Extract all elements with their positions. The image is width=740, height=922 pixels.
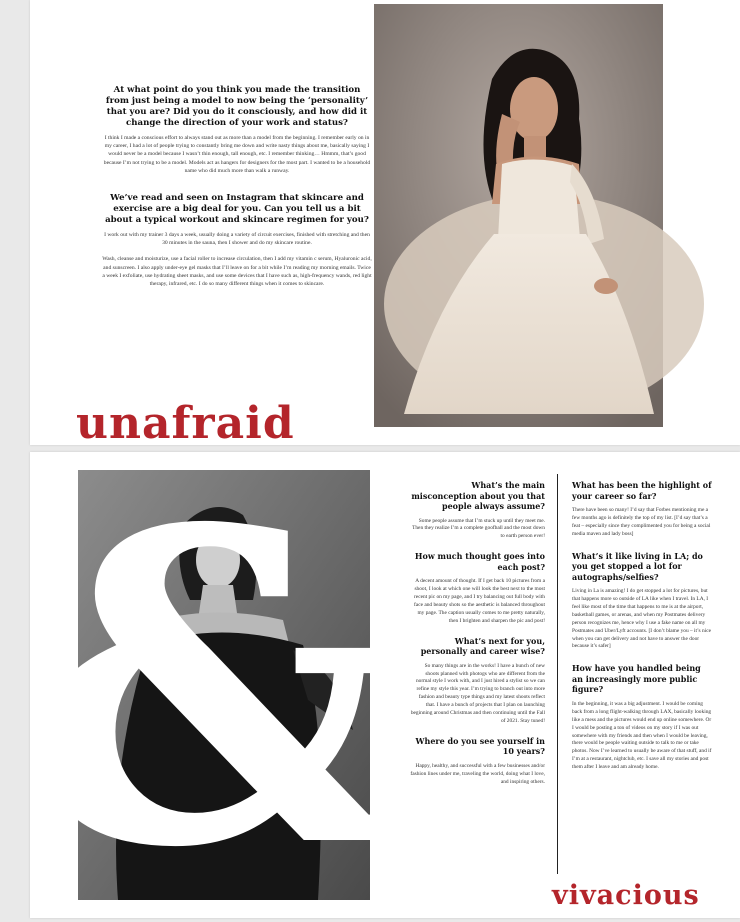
- answer-ten-years: Happy, healthy, and successful with a few businesses and/or fashion lines under me, traveling the world, doing what I love, and inspiring others.: [410, 762, 545, 785]
- model-photo-bw-ampersand: [23, 437, 413, 922]
- magazine-page-bottom: [23, 437, 740, 922]
- model-photo-gown: [374, 4, 663, 427]
- interview-column-1: [410, 480, 545, 787]
- answer-public-figure: In the beginning, it was a big adjustment. I would be coming back from a long flight-walking through LAX, basically looking like a mess and the pictures would end up online somewhere. Or I would be posting a ton of videos on my story if I was out somewhere with my friends and then when I would be leaving, there would be people waiting outside to talk to me or take photos. Now I’ve learned to usually be aware of that stuff, and if I’m at a restaurant, nightclub, etc. I save all my stories and post them after I leave and am already home.: [572, 700, 712, 771]
- answer-whats-next: So many things are in the works! I have a bunch of new shoots planned with photogs who are different from the normal style I work with, and I just hired a stylist so we can refine my style this year. I’m trying to branch out into more fashion and beauty type things and my latest shoots reflect that. I have a bunch of projects that I plan on launching beginning around Christmas and then continuing until the Fall of 2021. Stay tuned!: [410, 662, 545, 724]
- answer-transition: I think I made a conscious effort to always stand out as more than a model from the beginning. I remember early on in my career, I had a lot of people trying to constantly bring me down and write nasty things about me, basically saying I would never be a model because I wasn’t thin enough, tall enough, etc. I remember thinking… Hmmm, that’s good because I’m not trying to be a model. Models act as hangers for designers for the most part. I wanted to be a household name who did much more than walk a runway.: [103, 135, 371, 174]
- answer-post-thought: A decent amount of thought. If I get back 10 pictures from a shoot, I look at which one will look the best next to the most recent pic on my page, and I try balancing out full body with face and beauty shots so the aesthetic is balanced throughout my page. The caption usually comes to me pretty naturally, then I brighten and sharpen the pic and post!: [414, 578, 545, 624]
- question-skincare: We’ve read and seen on Instagram that skincare and exercise are a big deal for you. Can you tell us a bit about a typical workout and skincare regimen for you?: [105, 193, 369, 226]
- ampersand-graphic: &: [23, 437, 413, 922]
- answer-living-la: Living in La is amazing! I do get stopped a lot for pictures, but that happens more so outside of LA like when I travel. In LA, I feel like most of the time that happens to me is at the airport, basketball games, or arenas, and when my Postmates delivery person recognizes me, hence why I use a fake name on all my Postmates and Uber/Lyft accounts. [I don’t blame you – it’s nice when you can get delivery and not have to answer the door because it’s safer]: [572, 588, 711, 650]
- headline-vivacious: vivacious: [552, 880, 700, 911]
- model-photo-gown-art: [374, 4, 663, 427]
- question-transition: At what point do you think you made the transition from just being a model to now being the ‘personality’ that you are? Did you do it consciously, and how did it change the direction of your work and status?: [105, 85, 369, 128]
- question-living-la: What’s it like living in LA; do you get stopped a lot for autographs/selfies?: [572, 550, 703, 582]
- answer-skincare-routine: Wash, cleanse and moisturize, use a facial roller to increase circulation, then I add my vitamin c serum, Hyaluronic acid, and sunscreen. I also apply under-eye gel masks that I’ll leave on for a bit while I’m reading my morning emails. Twice a week I exfoliate, use hydrating sheet masks, and use some devices that I have such as, high-frequency wands, red light therapy, infrared, etc. I do so many different things when it comes to skincare.: [102, 256, 372, 288]
- model-photo-bw-art: [23, 437, 413, 922]
- question-ten-years: Where do you see yourself in 10 years?: [415, 735, 545, 757]
- question-whats-next: What’s next for you, personally and career wise?: [420, 635, 545, 657]
- answer-highlight: There have been so many! I’d say that Forbes mentioning me a few months ago is definitely the top of my list. [I’d say that’s a feat – especially since they complimented you for being a social media maven and lady boss]: [572, 507, 711, 537]
- answer-skincare-workout: I work out with my trainer 3 days a week, usually doing a variety of circuit exercises, finished with stretching and then 30 minutes in the sauna, then I shower and do my skincare routine.: [104, 232, 370, 247]
- question-public-figure: How have you handled being an increasingly more public figure?: [572, 663, 701, 695]
- answer-misconception: Some people assume that I’m stuck up until they meet me. Then they realize I’m a complete goofball and the most down to earth person ever!: [412, 517, 545, 540]
- question-post-thought: How much thought goes into each post?: [414, 551, 545, 572]
- interview-text-top: [102, 85, 372, 288]
- magazine-page-top: [30, 0, 740, 449]
- question-highlight: What has been the highlight of your career so far?: [572, 480, 712, 501]
- column-divider: [557, 474, 558, 874]
- headline-unafraid: unafraid: [76, 398, 295, 449]
- question-misconception: What’s the main misconception about you that people always assume?: [411, 480, 545, 511]
- interview-column-2: [572, 480, 712, 772]
